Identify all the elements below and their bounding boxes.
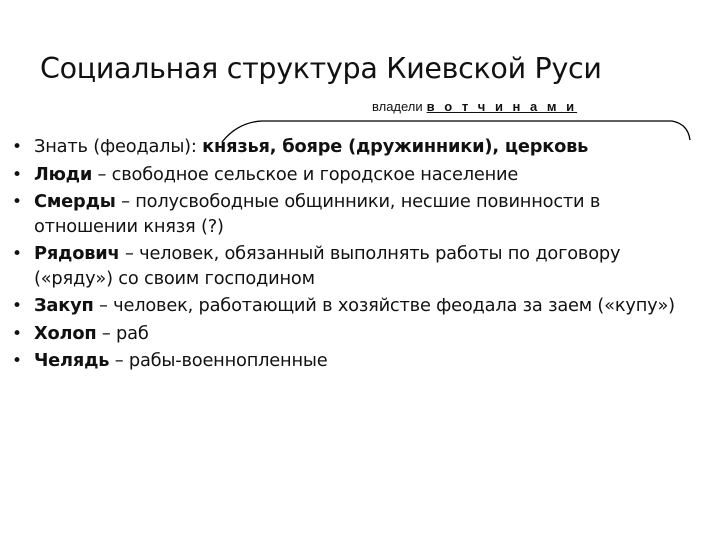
list-item (12, 190, 702, 239)
list-item (12, 349, 702, 374)
bullet-icon: • (12, 164, 22, 185)
bullet-icon: • (12, 137, 22, 157)
bullet-icon: • (12, 244, 22, 264)
bullet-list (12, 135, 702, 377)
item-term: Челядь (34, 350, 110, 371)
annotation-prefix: владели (372, 99, 423, 114)
list-item (12, 242, 702, 291)
slide-title: Социальная структура Киевской Руси (40, 52, 602, 85)
item-term: Холоп (34, 322, 97, 344)
bullet-icon: • (12, 192, 22, 212)
item-term: Люди (34, 163, 93, 185)
item-term: Рядович (34, 243, 120, 264)
annotation-votchina (372, 99, 577, 114)
item-emphasis: князья, бояре (дружинники), церковь (202, 136, 589, 157)
item-text: – раб (96, 322, 149, 344)
bullet-icon: • (12, 296, 22, 316)
item-text: Знать (феодалы): (34, 136, 203, 157)
item-term: Закуп (34, 295, 94, 316)
list-item (12, 163, 702, 188)
list-item (12, 135, 702, 160)
item-text: – рабы-военнопленные (109, 350, 328, 371)
item-text: – полусвободные общинники, несшие повинности в отношении князя (?) (34, 191, 601, 237)
item-text: – человек, работающий в хозяйстве феодала за заем («купу») (93, 295, 675, 316)
item-text: – свободное сельское и городское население (92, 163, 519, 185)
list-item (12, 322, 702, 347)
item-term: Смерды (34, 191, 116, 212)
item-text: – человек, обязанный выполнять работы по договору («ряду») со своим господином (34, 243, 621, 289)
bullet-icon: • (12, 351, 22, 371)
bullet-icon: • (12, 323, 22, 344)
annotation-emphasis: в о т ч и н а м и (426, 99, 578, 114)
list-item (12, 294, 702, 319)
